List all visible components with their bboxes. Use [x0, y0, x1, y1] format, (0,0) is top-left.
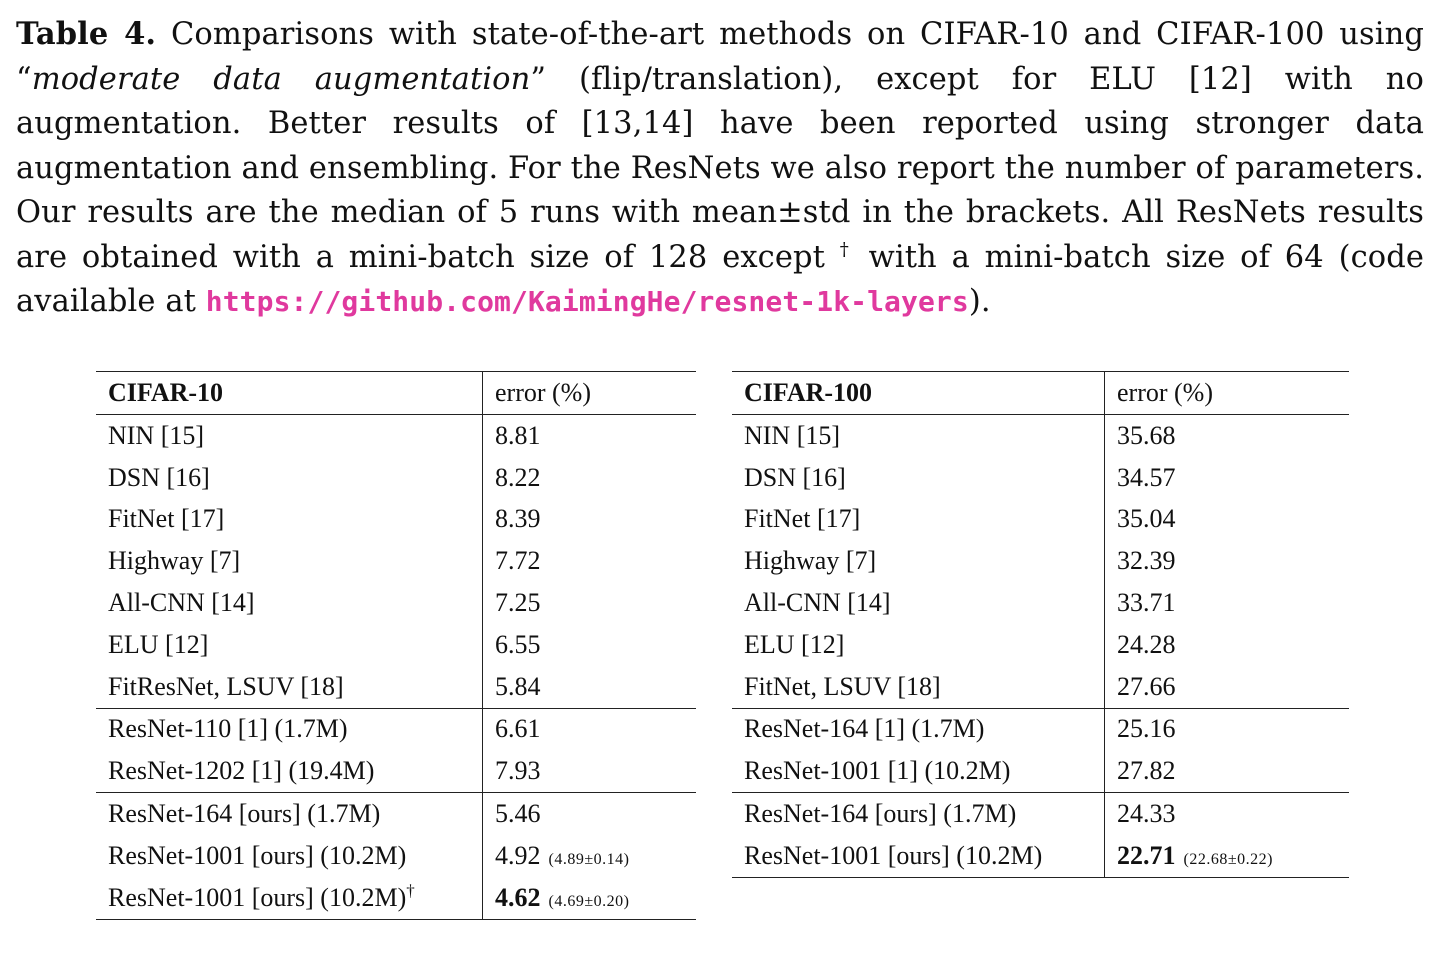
- error-cell: [483, 835, 697, 877]
- error-value: 7.72: [495, 546, 541, 576]
- method-name: Highway [7]: [732, 540, 1105, 582]
- method-name: DSN [16]: [732, 457, 1105, 499]
- caption-text-1: Comparisons with state-of-the-art methods on CIFAR-10 and CIFAR-100 using “: [16, 17, 1424, 97]
- error-value: 35.68: [1117, 420, 1176, 450]
- table-row: [96, 708, 696, 750]
- error-value: 8.39: [495, 504, 541, 534]
- error-value-best: 4.62: [495, 882, 541, 912]
- table-row: [96, 540, 696, 582]
- cifar10-table: [96, 371, 696, 920]
- method-name: ELU [12]: [96, 624, 483, 666]
- table-row: [732, 750, 1349, 792]
- method-name: FitResNet, LSUV [18]: [96, 666, 483, 708]
- method-name: All-CNN [14]: [96, 582, 483, 624]
- error-value: 6.61: [483, 708, 697, 750]
- method-name: ResNet-1001 [ours] (10.2M): [108, 882, 407, 912]
- error-value: 6.55: [495, 629, 541, 659]
- method-name: ResNet-164 [ours] (1.7M): [96, 793, 483, 835]
- error-value: 5.84: [495, 671, 541, 701]
- table-row: [732, 666, 1349, 708]
- method-name: ELU [12]: [732, 624, 1105, 666]
- table-row: [732, 708, 1349, 750]
- table-row: [96, 499, 696, 541]
- method-name: FitNet, LSUV [18]: [732, 666, 1105, 708]
- method-name: ResNet-1001 [1] (10.2M): [732, 750, 1105, 792]
- cifar100-table: [732, 371, 1349, 878]
- error-std: (4.69±0.20): [548, 892, 630, 910]
- error-value: 27.82: [1117, 756, 1176, 786]
- method-name: ResNet-164 [1] (1.7M): [732, 708, 1105, 750]
- table-row: [732, 582, 1349, 624]
- error-value: 33.71: [1117, 588, 1176, 618]
- table-row: [96, 793, 696, 835]
- error-value: 4.92: [495, 840, 541, 870]
- caption-label: Table 4.: [16, 16, 157, 52]
- table-row: [732, 793, 1349, 835]
- caption-text-2: ” (flip/translation), except for ELU [12] with no augmentation. Better results of [13,14] have been reported using stronger data augmentation and ensembling. For the ResNets we also report the number of parameters. Our results are the median of 5 runs with mean±std in the brackets. All ResNets results are obtained with a mini-batch size of 128 except: [16, 61, 1425, 275]
- method-name-cell: [96, 877, 483, 919]
- error-value: 27.66: [1117, 671, 1176, 701]
- method-name: ResNet-1001 [ours] (10.2M): [96, 835, 483, 877]
- error-value: 24.33: [1105, 793, 1350, 835]
- method-name: All-CNN [14]: [732, 582, 1105, 624]
- error-value: 8.22: [495, 462, 541, 492]
- code-url-link[interactable]: https://github.com/KaimingHe/resnet-1k-layers: [205, 285, 969, 318]
- dagger-mark: †: [406, 880, 415, 900]
- error-std: (4.89±0.14): [548, 850, 630, 868]
- method-name: NIN [15]: [96, 415, 483, 457]
- error-value: 34.57: [1117, 462, 1176, 492]
- caption-text-4: ).: [968, 284, 991, 319]
- error-value: 25.16: [1105, 708, 1350, 750]
- caption-emphasis: moderate data augmentation: [31, 61, 531, 97]
- table-row: [96, 750, 696, 792]
- table-row: [732, 835, 1349, 877]
- error-value: 5.46: [483, 793, 697, 835]
- method-name: FitNet [17]: [96, 499, 483, 541]
- method-name: FitNet [17]: [732, 499, 1105, 541]
- error-value: 32.39: [1117, 546, 1176, 576]
- error-value-best: 22.71: [1117, 840, 1176, 870]
- table-row: [732, 540, 1349, 582]
- table-row: [732, 457, 1349, 499]
- table-row: [96, 457, 696, 499]
- method-name: ResNet-1001 [ours] (10.2M): [732, 835, 1105, 877]
- caption-dagger: †: [839, 238, 854, 260]
- cifar10-header-dataset: CIFAR-10: [96, 372, 483, 415]
- table-row: [96, 582, 696, 624]
- table-row: [732, 415, 1349, 457]
- error-cell: [1105, 835, 1350, 877]
- caption-text-3: with a mini-batch size of 64 (code available at: [16, 239, 1425, 319]
- cifar10-header-error: error (%): [495, 378, 591, 407]
- error-std: (22.68±0.22): [1183, 850, 1273, 868]
- table-row: [96, 666, 696, 708]
- cifar100-header-dataset: CIFAR-100: [732, 372, 1105, 415]
- method-name: ResNet-1202 [1] (19.4M): [96, 750, 483, 792]
- table-row: [96, 415, 696, 457]
- method-name: ResNet-164 [ours] (1.7M): [732, 793, 1105, 835]
- error-value: 7.25: [495, 588, 541, 618]
- cifar100-header-error: error (%): [1117, 378, 1213, 407]
- method-name: DSN [16]: [96, 457, 483, 499]
- table-row: [96, 624, 696, 666]
- error-value: 24.28: [1117, 629, 1176, 659]
- method-name: ResNet-110 [1] (1.7M): [96, 708, 483, 750]
- table-caption: [16, 12, 1424, 325]
- error-cell: [483, 877, 697, 919]
- error-value: 35.04: [1117, 504, 1176, 534]
- method-name: NIN [15]: [732, 415, 1105, 457]
- table-row: [96, 835, 696, 877]
- error-value: 8.81: [495, 420, 541, 450]
- table-row: [732, 499, 1349, 541]
- table-row: [732, 624, 1349, 666]
- method-name: Highway [7]: [96, 540, 483, 582]
- error-value: 7.93: [495, 756, 541, 786]
- table-row: [96, 877, 696, 919]
- cifar100-header-row: [732, 372, 1349, 415]
- cifar10-header-row: [96, 372, 696, 415]
